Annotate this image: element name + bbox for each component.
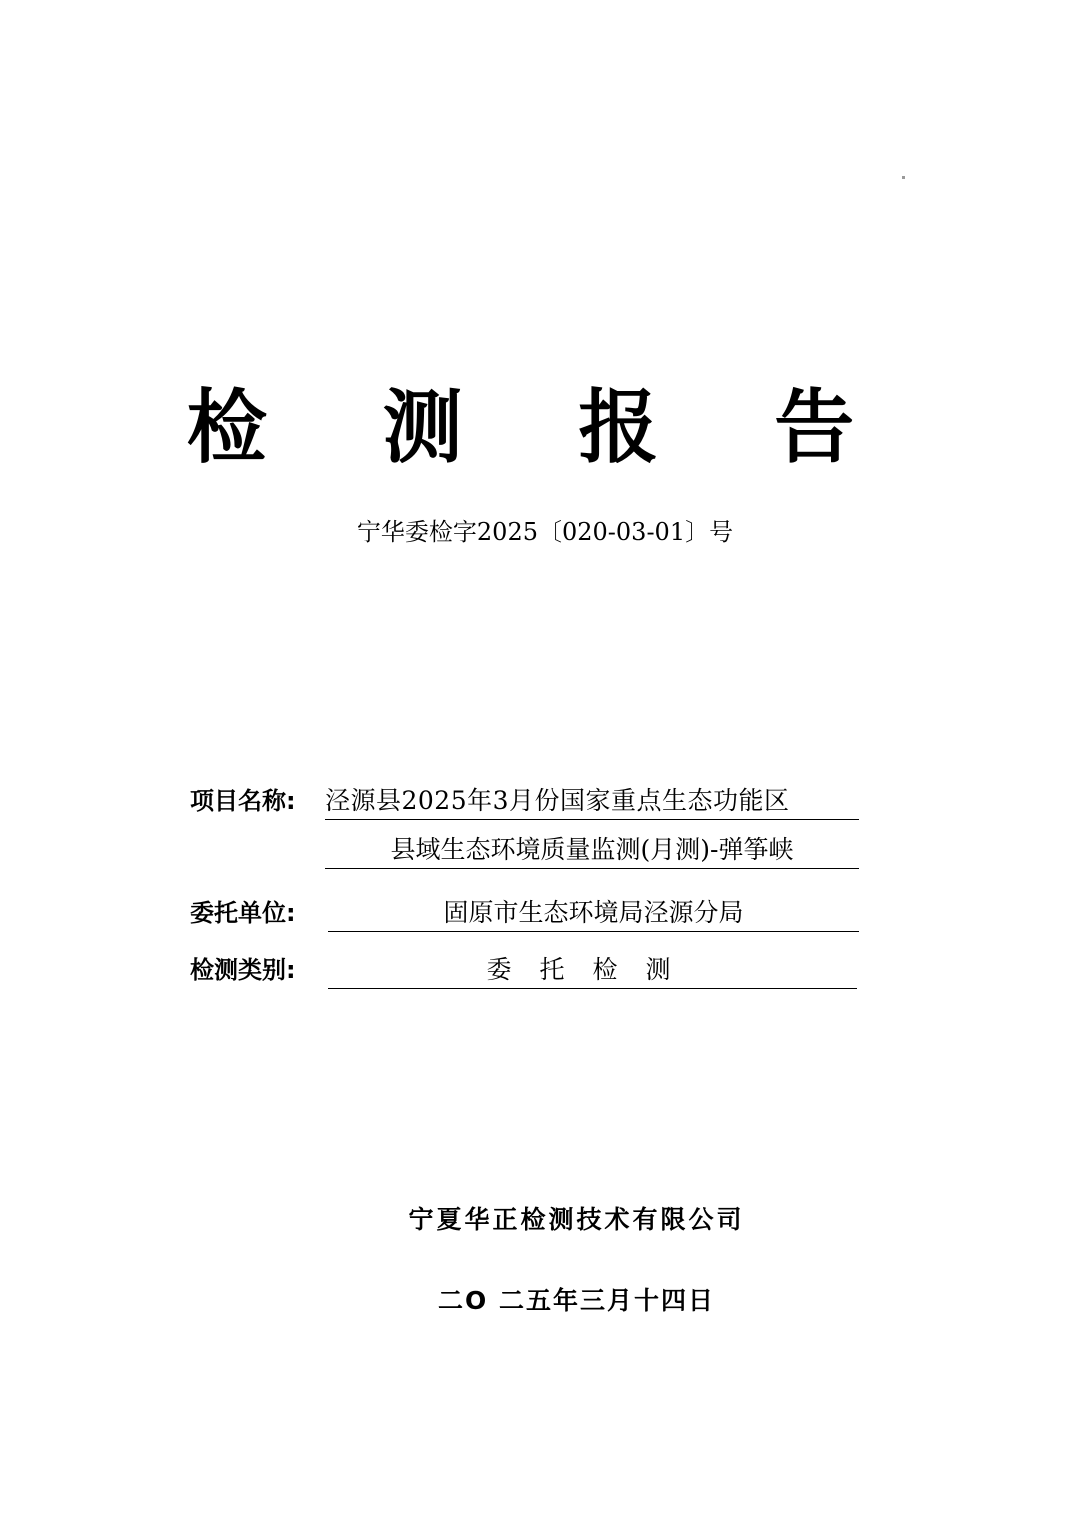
client-label: 委托单位: xyxy=(190,899,296,927)
report-title: 检 测 报 告 xyxy=(186,381,899,474)
project-name-value-line1: 泾源县2025年3月份国家重点生态功能区 xyxy=(325,783,859,820)
page-marker-dot xyxy=(902,176,905,179)
project-name-value-line2: 县域生态环境质量监测(月测)-弹筝峡 xyxy=(325,832,859,869)
project-name-label: 项目名称: xyxy=(190,787,296,815)
company-name: 宁夏华正检测技术有限公司 xyxy=(408,1205,745,1234)
client-value: 固原市生态环境局泾源分局 xyxy=(328,895,859,932)
test-type-value: 委托检测 xyxy=(328,952,857,989)
report-number: 宁华委检字2025〔020-03-01〕号 xyxy=(356,518,734,546)
report-date: 二O 二五年三月十四日 xyxy=(438,1286,715,1315)
test-type-label: 检测类别: xyxy=(190,956,296,984)
